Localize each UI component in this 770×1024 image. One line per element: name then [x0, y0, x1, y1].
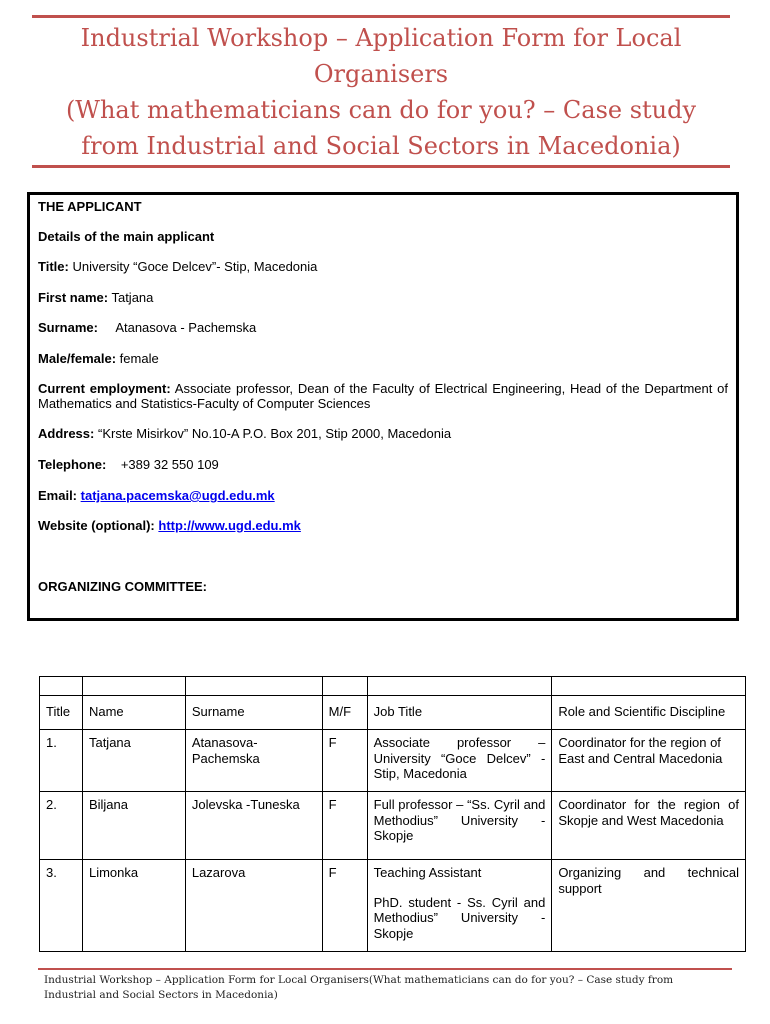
address-label: Address: [38, 426, 95, 441]
title-line-2: Organisers [313, 60, 449, 88]
applicant-section-title: THE APPLICANT [38, 199, 142, 214]
row-number: 2. [40, 792, 83, 860]
table-blank-row [40, 677, 746, 696]
website-label: Website (optional): [38, 518, 155, 533]
employment-field [38, 381, 728, 411]
committee-label: ORGANIZING COMMITTEE: [38, 579, 207, 594]
telephone-field [38, 457, 728, 472]
row-role: Organizing and technical support [552, 860, 746, 952]
gender-field [38, 351, 728, 366]
table-row [40, 860, 746, 952]
surname-label: Surname: [38, 320, 98, 335]
row-role: Coordinator for the region of East and Central Macedonia [552, 730, 746, 792]
page-footer: Industrial Workshop – Application Form for Local Organisers(What mathematicians can do for you? – Case study from Industrial and Social Sectors in Macedonia) [44, 974, 674, 1001]
header-job-title: Job Title [367, 696, 552, 730]
header-top-rule [32, 15, 730, 18]
telephone-value: +389 32 550 109 [120, 457, 219, 472]
header-surname: Surname [185, 696, 322, 730]
committee-table [39, 676, 746, 952]
row-job: Full professor – “Ss. Cyril and Methodius” University - Skopje [367, 792, 552, 860]
row-name: Biljana [82, 792, 185, 860]
row-mf: F [322, 730, 367, 792]
page-title [32, 20, 730, 164]
applicant-subtitle: Details of the main applicant [38, 229, 215, 244]
employment-label: Current employment: [38, 381, 171, 396]
row-job: Associate professor – University “Goce Delcev” - Stip, Macedonia [367, 730, 552, 792]
row-name: Limonka [82, 860, 185, 952]
telephone-label: Telephone: [38, 457, 107, 472]
row-role: Coordinator for the region of Skopje and West Macedonia [552, 792, 746, 860]
email-field [38, 488, 728, 503]
title-line-4: from Industrial and Social Sectors in Macedonia) [81, 132, 681, 160]
title-field [38, 259, 728, 274]
table-row [40, 792, 746, 860]
address-value: “Krste Misirkov” No.10-A P.O. Box 201, Stip 2000, Macedonia [97, 426, 452, 441]
first-name-label: First name: [38, 290, 109, 305]
table-header-row [40, 696, 746, 730]
row-name: Tatjana [82, 730, 185, 792]
row-number: 3. [40, 860, 83, 952]
first-name-value: Tatjana [111, 290, 154, 305]
row-job [367, 860, 552, 952]
header-role: Role and Scientific Discipline [552, 696, 746, 730]
row-mf: F [322, 860, 367, 952]
title-label: Title: [38, 259, 69, 274]
footer-rule [38, 968, 732, 970]
gender-value: female [119, 351, 159, 366]
row-job-extra: PhD. student - Ss. Cyril and Methodius” University - Skopje [373, 894, 546, 941]
gender-label: Male/female: [38, 351, 117, 366]
title-line-3: (What mathematicians can do for you? – Case study [65, 96, 697, 124]
address-field [38, 426, 728, 441]
email-link[interactable]: tatjana.pacemska@ugd.edu.mk [80, 488, 275, 503]
surname-value: Atanasova - Pachemska [115, 320, 257, 335]
applicant-box [27, 192, 739, 621]
row-number: 1. [40, 730, 83, 792]
table-row [40, 730, 746, 792]
row-job-title: Teaching Assistant [373, 865, 482, 880]
employment-value: Associate professor, Dean of the Faculty of Electrical Engineering, Head of the Department of Mathematics and Statistics-Faculty of Computer Sciences [38, 381, 729, 411]
header-name: Name [82, 696, 185, 730]
header-title: Title [40, 696, 83, 730]
row-mf: F [322, 792, 367, 860]
header-bottom-rule [32, 165, 730, 168]
row-surname: Atanasova-Pachemska [185, 730, 322, 792]
header-mf: M/F [322, 696, 367, 730]
website-link[interactable]: http://www.ugd.edu.mk [158, 518, 301, 533]
title-line-1: Industrial Workshop – Application Form for Local [80, 24, 682, 52]
email-label: Email: [38, 488, 78, 503]
website-field [38, 518, 728, 533]
surname-field [38, 320, 728, 335]
row-surname: Lazarova [185, 860, 322, 952]
first-name-field [38, 290, 728, 305]
row-surname: Jolevska -Tuneska [185, 792, 322, 860]
title-value: University “Goce Delcev”- Stip, Macedonia [72, 259, 318, 274]
